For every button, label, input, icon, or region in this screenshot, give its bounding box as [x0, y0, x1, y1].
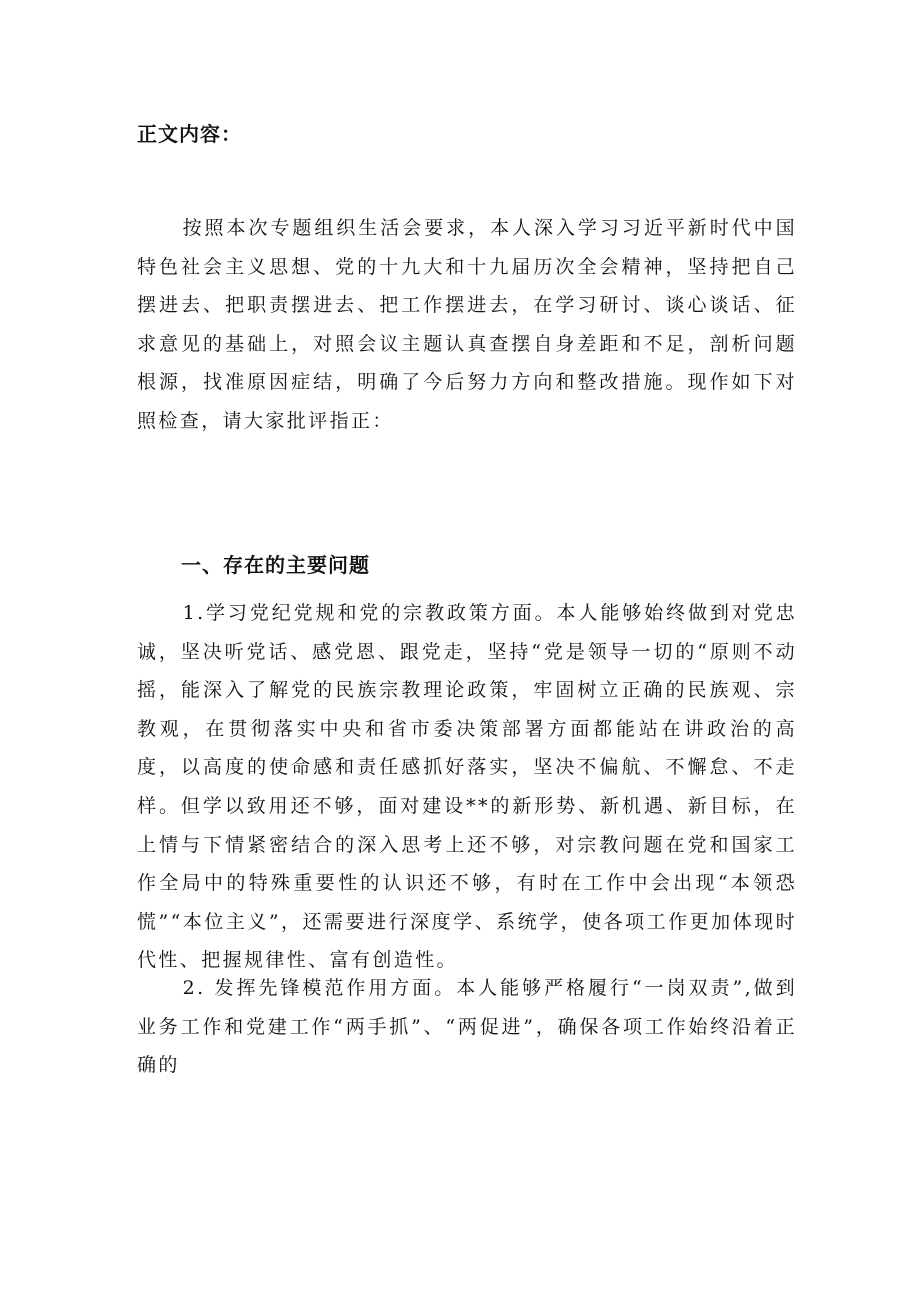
section-title: 一、存在的主要问题	[181, 553, 370, 577]
paragraph-1: 1.学习党纪党规和党的宗教政策方面。本人能够始终做到对党忠诚，坚决听党话、感党恩、跟党走，坚持“党是领导一切的“原则不动摇，能深入了解党的民族宗教理论政策，牢固树立正确的民族观、宗教观，在贯彻落实中央和省市委决策部署方面都能站在讲政治的高度，以高度的使命感和责任感抓好落实，坚决不偏航、不懈怠、不走样。但学以致用还不够，面对建设**的新形势、新机遇、新目标，在上情与下情紧密结合的深入思考上还不够，对宗教问题在党和国家工作全局中的特殊重要性的认识还不够，有时在工作中会出现“本领恐慌”“本位主义”，还需要进行深度学、系统学，使各项工作更加体现时代性、把握规律性、富有创造性。	[137, 602, 797, 972]
intro-paragraph: 按照本次专题组织生活会要求，本人深入学习习近平新时代中国特色社会主义思想、党的十九大和十九届历次全会精神，坚持把自己摆进去、把职责摆进去、把工作摆进去，在学习研讨、谈心谈话、征求意见的基础上，对照会议主题认真查摆自身差距和不足，剖析问题根源，找准原因症结，明确了今后努力方向和整改措施。现作如下对照检查，请大家批评指正：	[137, 217, 797, 432]
paragraph-2: 2. 发挥先锋模范作用方面。本人能够严格履行“一岗双责”,做到业务工作和党建工作“两手抓”、“两促进”，确保各项工作始终沿着正确的	[137, 977, 797, 1077]
content-label: 正文内容：	[137, 122, 242, 146]
